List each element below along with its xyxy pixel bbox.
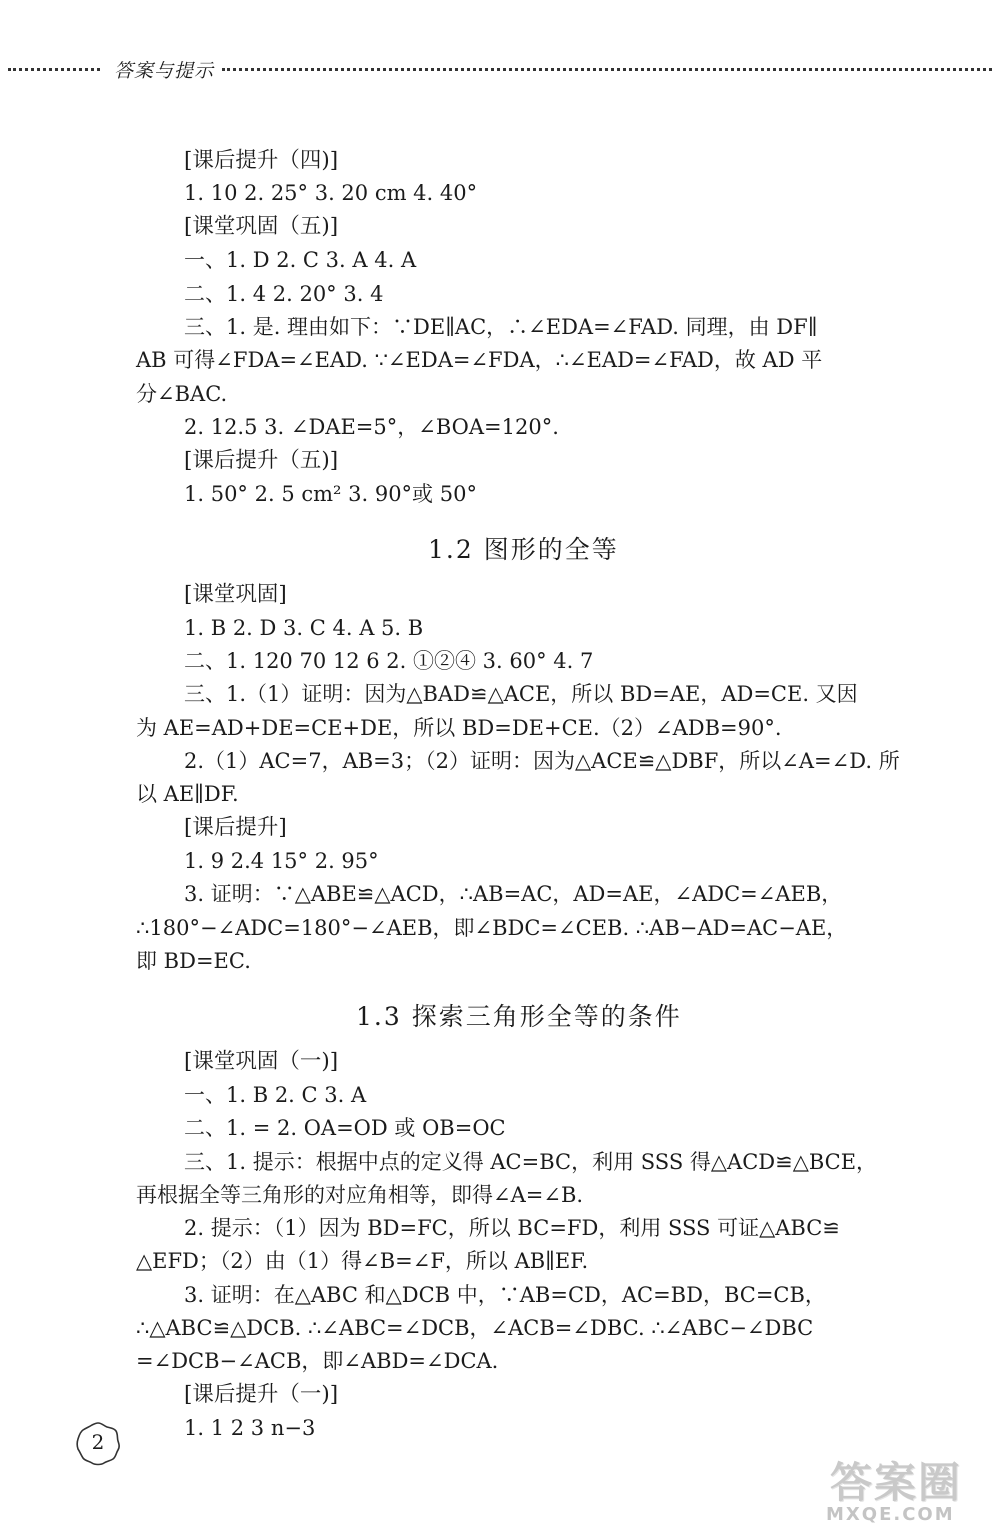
subsection-heading: [课后提升（五)] — [184, 448, 339, 473]
answer-line: 二、1. 4 2. 20° 3. 4 — [184, 282, 384, 306]
header-dots-right — [222, 68, 992, 71]
answer-line: 一、1. B 2. C 3. A — [184, 1083, 367, 1107]
header-title: 答案与提示 — [114, 60, 215, 82]
watermark-url: MXQE.COM — [826, 1504, 955, 1525]
answer-line: =∠DCB−∠ACB，即∠ABD=∠DCA. — [136, 1349, 499, 1373]
running-header — [0, 52, 1000, 86]
subsection-heading: [课堂巩固（五)] — [184, 214, 339, 239]
answer-line: ∴△ABC≌△DCB. ∴∠ABC=∠DCB，∠ACB=∠DBC. ∴∠ABC−∠DBC — [136, 1316, 814, 1340]
answer-line: 1. 9 2.4 15° 2. 95° — [184, 849, 379, 873]
section-title: 1.3 探索三角形全等的条件 — [356, 1002, 682, 1031]
answer-line: 即 BD=EC. — [136, 949, 251, 973]
answer-line: 以 AE∥DF. — [136, 782, 239, 806]
answer-line: 三、1. 是. 理由如下：∵DE∥AC，∴∠EDA=∠FAD. 同理，由 DF∥ — [184, 315, 818, 339]
answer-line: 再根据全等三角形的对应角相等，即得∠A=∠B. — [136, 1183, 584, 1207]
subsection-heading: [课后提升] — [184, 815, 287, 840]
answer-line: 2. 12.5 3. ∠DAE=5°，∠BOA=120°. — [184, 415, 559, 439]
page-number-badge — [74, 1420, 122, 1468]
section-title: 1.2 图形的全等 — [428, 535, 619, 564]
subsection-heading: [课堂巩固（一)] — [184, 1049, 339, 1074]
answer-line: 二、1. = 2. OA=OD 或 OB=OC — [184, 1116, 506, 1140]
answer-line: 分∠BAC. — [136, 382, 228, 406]
answer-line: 1. 50° 2. 5 cm² 3. 90°或 50° — [184, 482, 477, 506]
answer-line: 1. B 2. D 3. C 4. A 5. B — [184, 616, 424, 640]
answer-line: 二、1. 120 70 12 6 2. ①②④ 3. 60° 4. 7 — [184, 649, 594, 673]
subsection-heading: [课后提升（四)] — [184, 148, 339, 173]
answer-line: 三、1.（1）证明：因为△BAD≌△ACE，所以 BD=AE，AD=CE. 又因 — [184, 682, 858, 706]
answer-line: 1. 10 2. 25° 3. 20 cm 4. 40° — [184, 181, 478, 205]
answer-line: ∴180°−∠ADC=180°−∠AEB，即∠BDC=∠CEB. ∴AB−AD=AC−AE， — [136, 916, 848, 940]
answer-line: AB 可得∠FDA=∠EAD. ∵∠EDA=∠FDA，∴∠EAD=∠FAD，故 AD 平 — [136, 348, 823, 372]
watermark-logo: 答案圈 — [830, 1458, 963, 1507]
answer-line: 一、1. D 2. C 3. A 4. A — [184, 248, 417, 272]
answer-line: 2.（1）AC=7，AB=3；（2）证明：因为△ACE≌△DBF，所以∠A=∠D. 所 — [184, 749, 900, 773]
subsection-heading: [课堂巩固] — [184, 582, 287, 607]
answer-line: 三、1. 提示：根据中点的定义得 AC=BC，利用 SSS 得△ACD≌△BCE， — [184, 1150, 878, 1174]
subsection-heading: [课后提升（一)] — [184, 1382, 339, 1407]
answer-line: △EFD；（2）由（1）得∠B=∠F，所以 AB∥EF. — [136, 1249, 589, 1273]
answer-line: 3. 证明：∵△ABE≌△ACD，∴AB=AC，AD=AE，∠ADC=∠AEB， — [184, 882, 843, 906]
answer-line: 3. 证明：在△ABC 和△DCB 中，∵AB=CD，AC=BD，BC=CB， — [184, 1283, 826, 1307]
answer-line: 2. 提示：（1）因为 BD=FC，所以 BC=FD，利用 SSS 可证△ABC≌ — [184, 1216, 840, 1240]
header-dots-left — [8, 68, 100, 71]
answer-line: 1. 1 2 3 n−3 — [184, 1416, 316, 1440]
watermark — [820, 1450, 990, 1530]
page-number: 2 — [91, 1430, 105, 1454]
answer-line: 为 AE=AD+DE=CE+DE，所以 BD=DE+CE.（2）∠ADB=90°. — [136, 716, 782, 740]
